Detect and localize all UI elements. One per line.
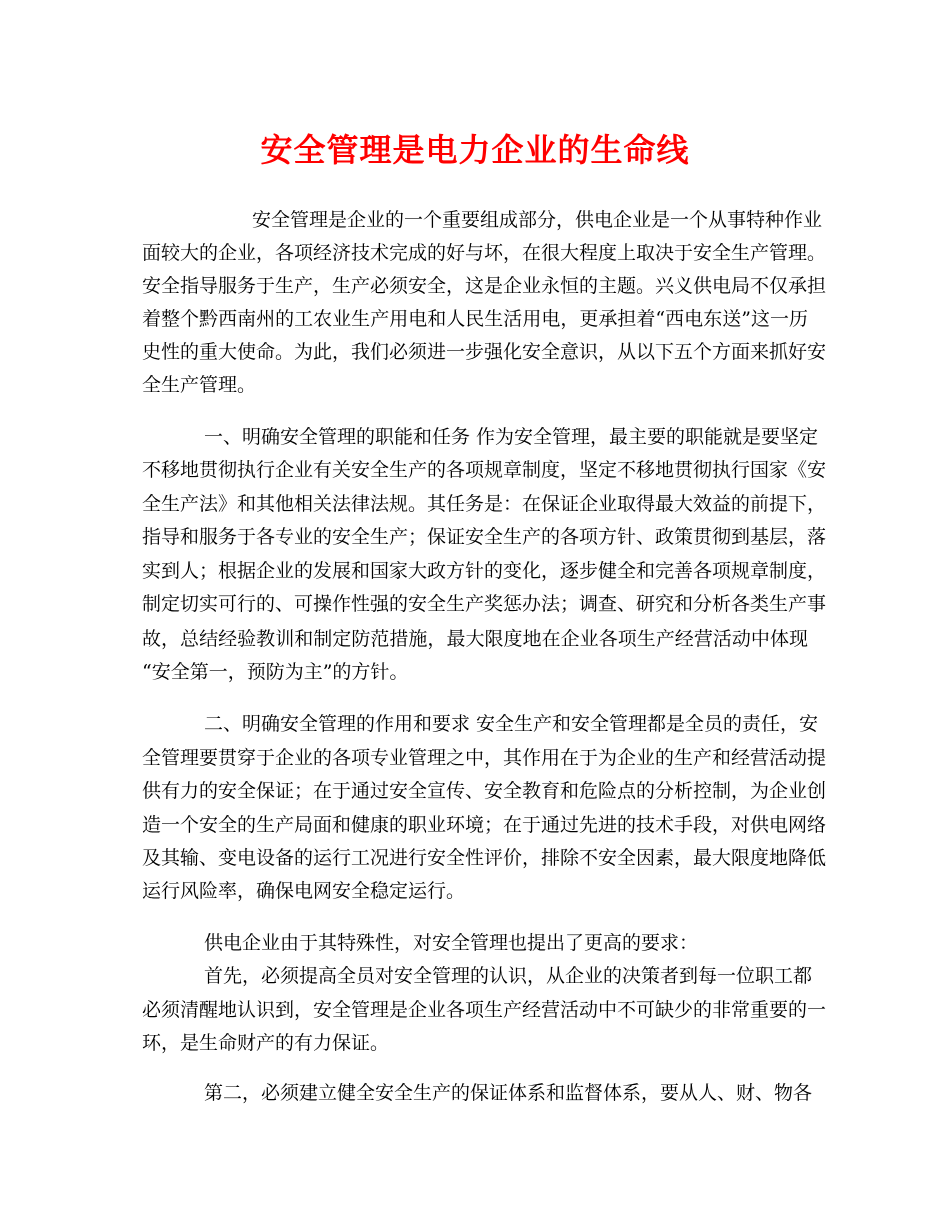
paragraph-line: 供电企业由于其特殊性，对安全管理也提出了更高的要求： — [204, 932, 699, 954]
document-title: 安全管理是电力企业的生命线 — [260, 131, 690, 169]
paragraph-line: 首先，必须提高全员对安全管理的认识，从企业的决策者到每一位职工都 — [204, 965, 813, 987]
paragraph-line: 实到人；根据企业的发展和国家大政方针的变化，逐步健全和完善各项规章制度， — [142, 560, 827, 582]
paragraph-line: 全生产管理。 — [142, 374, 257, 396]
paragraph-line: 史性的重大使命。为此，我们必须进一步强化安全意识，从以下五个方面来抓好安 — [142, 341, 827, 363]
paragraph-line: 运行风险率，确保电网安全稳定运行。 — [142, 880, 466, 902]
paragraph-line: 故，总结经验教训和制定防范措施，最大限度地在企业各项生产经营活动中体现 — [142, 628, 808, 650]
paragraph-line: 及其输、变电设备的运行工况进行安全性评价，排除不安全因素，最大限度地降低 — [142, 847, 827, 869]
paragraph-line: “安全第一，预防为主”的方针。 — [142, 661, 409, 683]
paragraph-line: 安全指导服务于生产，生产必须安全，这是企业永恒的主题。兴义供电局不仅承担 — [142, 275, 827, 297]
paragraph-line: 面较大的企业，各项经济技术完成的好与坏，在很大程度上取决于安全生产管理。 — [142, 242, 827, 264]
paragraph-line: 全生产法》和其他相关法律法规。其任务是：在保证企业取得最大效益的前提下， — [142, 493, 827, 515]
paragraph-line: 着整个黔西南州的工农业生产用电和人民生活用电，更承担着“西电东送”这一历 — [142, 308, 808, 330]
paragraph-line: 指导和服务于各专业的安全生产；保证安全生产的各项方针、政策贯彻到基层，落 — [142, 526, 827, 548]
paragraph-line: 安全管理是企业的一个重要组成部分，供电企业是一个从事特种作业 — [252, 209, 823, 231]
paragraph-line: 必须清醒地认识到，安全管理是企业各项生产经营活动中不可缺少的非常重要的一 — [142, 999, 827, 1021]
paragraph-line: 供有力的安全保证；在于通过安全宣传、安全教育和危险点的分析控制，为企业创 — [142, 780, 827, 802]
paragraph-line: 造一个安全的生产局面和健康的职业环境；在于通过先进的技术手段，对供电网络 — [142, 814, 827, 836]
paragraph-line: 制定切实可行的、可操作性强的安全生产奖惩办法；调查、研究和分析各类生产事 — [142, 593, 827, 615]
paragraph-line: 二、明确安全管理的作用和要求 安全生产和安全管理都是全员的责任，安 — [204, 713, 819, 735]
paragraph-line: 全管理要贯穿于企业的各项专业管理之中，其作用在于为企业的生产和经营活动提 — [142, 747, 827, 769]
paragraph-line: 第二，必须建立健全安全生产的保证体系和监督体系，要从人、财、物各 — [204, 1082, 813, 1104]
paragraph-line: 环，是生命财产的有力保证。 — [142, 1032, 390, 1054]
paragraph-line: 不移地贯彻执行企业有关安全生产的各项规章制度，坚定不移地贯彻执行国家《安 — [142, 459, 827, 481]
paragraph-line: 一、明确安全管理的职能和任务 作为安全管理，最主要的职能就是要坚定 — [204, 426, 819, 448]
